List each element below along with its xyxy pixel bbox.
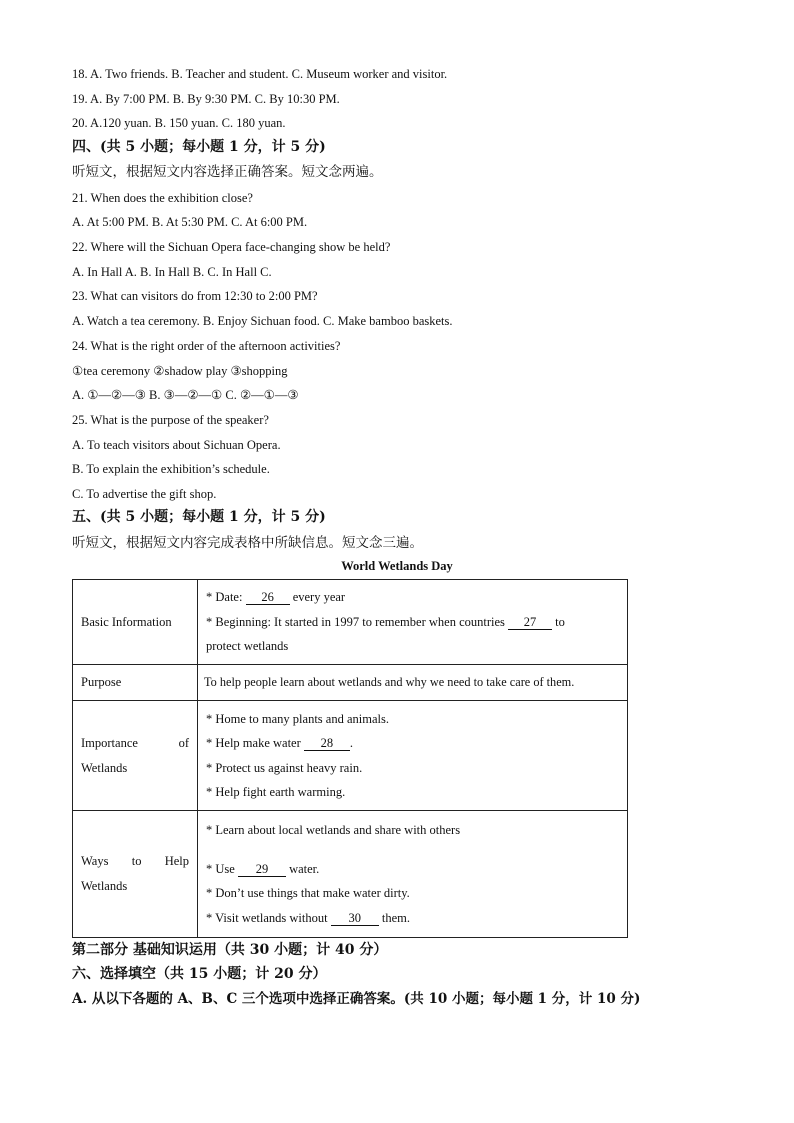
table-row: [73, 811, 628, 938]
section4-heading: 四、(共 5 小题；每小题 1 分，计 5 分): [72, 139, 326, 155]
beginning-prefix: * Beginning: It started in 1997 to remember when countries: [206, 614, 509, 629]
question-22-options: A. In Hall A. B. In Hall B. C. In Hall C.: [72, 265, 272, 279]
beginning-line: [206, 610, 619, 635]
item2-prefix: * Help make water: [206, 736, 304, 750]
blank-30[interactable]: 30: [331, 911, 379, 926]
ways-item-1: * Learn about local wetlands and share with others: [206, 823, 461, 837]
ways-item-4: [206, 906, 619, 931]
table-row: [73, 665, 628, 701]
table-title: [0, 559, 794, 574]
date-suffix: every year: [289, 590, 346, 605]
ways-label-line: [81, 849, 189, 874]
ways-word: Ways: [81, 854, 109, 868]
beginning-suffix: to: [552, 614, 565, 629]
ways-item4-prefix: * Visit wetlands without: [206, 910, 331, 925]
importance-label-line: [81, 731, 189, 756]
basic-info-cell: [198, 580, 628, 665]
question-18: 18. A. Two friends. B. Teacher and student. C. Museum worker and visitor.: [72, 67, 448, 81]
importance-item-3: * Protect us against heavy rain.: [206, 760, 363, 775]
question-24: 24. What is the right order of the afternoon activities?: [72, 339, 341, 353]
question-20: 20. A.120 yuan. B. 150 yuan. C. 180 yuan.: [72, 116, 286, 130]
to-word: to: [131, 854, 142, 868]
ways-item4-suffix: them.: [378, 910, 410, 925]
section4-instruction: 听短文，根据短文内容选择正确答案。短文念两遍。: [72, 164, 383, 180]
date-prefix: * Date:: [206, 590, 246, 605]
question-22: 22. Where will the Sichuan Opera face-changing show be held?: [72, 240, 391, 254]
section6-heading: 六、选择填空（共 15 小题；计 20 分）: [72, 966, 327, 982]
part2-heading: 第二部分 基础知识运用（共 30 小题；计 40 分）: [72, 942, 388, 958]
ways-wetlands-word: Wetlands: [81, 879, 128, 893]
question-25: 25. What is the purpose of the speaker?: [72, 413, 269, 427]
table-row: [73, 580, 628, 665]
purpose-label: Purpose: [73, 665, 198, 701]
item2-suffix: .: [349, 736, 354, 750]
question-21: 21. When does the exhibition close?: [72, 191, 253, 205]
ways-item-2: [206, 857, 619, 882]
ways-item-3: * Don’t use things that make water dirty.: [206, 886, 410, 900]
table-title-text: World Wetlands Day: [341, 559, 453, 573]
ways-item2-prefix: * Use: [206, 861, 238, 876]
question-25-option-c: C. To advertise the gift shop.: [72, 487, 217, 501]
beginning-continued: protect wetlands: [206, 639, 289, 654]
blank-26[interactable]: 26: [246, 590, 290, 605]
importance-label: [73, 701, 198, 811]
ways-cell: [198, 811, 628, 938]
section-a-heading: A. 从以下各题的 A、B、C 三个选项中选择正确答案。(共 10 小题；每小题 1 分，计 10 分): [72, 991, 641, 1007]
section5-instruction: 听短文，根据短文内容完成表格中所缺信息。短文念三遍。: [72, 535, 423, 551]
basic-info-label: Basic Information: [73, 580, 198, 665]
question-25-option-b: B. To explain the exhibition’s schedule.: [72, 462, 270, 476]
ways-label: [73, 811, 198, 938]
date-line: [206, 585, 619, 610]
importance-cell: [198, 701, 628, 811]
question-24-activities: ①tea ceremony ②shadow play ③shopping: [72, 364, 288, 378]
section5-heading: 五、(共 5 小题；每小题 1 分，计 5 分): [72, 509, 326, 525]
purpose-text: To help people learn about wetlands and why we need to take care of them.: [204, 675, 575, 690]
importance-item-2: [206, 731, 619, 756]
question-25-option-a: A. To teach visitors about Sichuan Opera.: [72, 438, 281, 452]
importance-item-1: * Home to many plants and animals.: [206, 711, 389, 726]
wetlands-table: [72, 579, 628, 938]
help-word: Help: [164, 854, 190, 868]
wetlands-word: Wetlands: [81, 760, 128, 775]
blank-28[interactable]: 28: [304, 736, 350, 751]
blank-29[interactable]: 29: [238, 862, 286, 877]
blank-27[interactable]: 27: [508, 615, 552, 630]
question-23-options: A. Watch a tea ceremony. B. Enjoy Sichuan food. C. Make bamboo baskets.: [72, 314, 453, 328]
of-word: of: [178, 735, 189, 750]
question-19: 19. A. By 7:00 PM. B. By 9:30 PM. C. By 10:30 PM.: [72, 92, 340, 106]
importance-word: Importance: [81, 735, 138, 750]
question-21-options: A. At 5:00 PM. B. At 5:30 PM. C. At 6:00 PM.: [72, 215, 308, 229]
ways-item2-suffix: water.: [285, 861, 320, 876]
purpose-cell: [198, 665, 628, 701]
question-24-options: A. ①—②—③ B. ③—②—① C. ②—①—③: [72, 388, 299, 402]
table-row: [73, 701, 628, 811]
question-23: 23. What can visitors do from 12:30 to 2:00 PM?: [72, 289, 318, 303]
importance-item-4: * Help fight earth warming.: [206, 785, 346, 799]
